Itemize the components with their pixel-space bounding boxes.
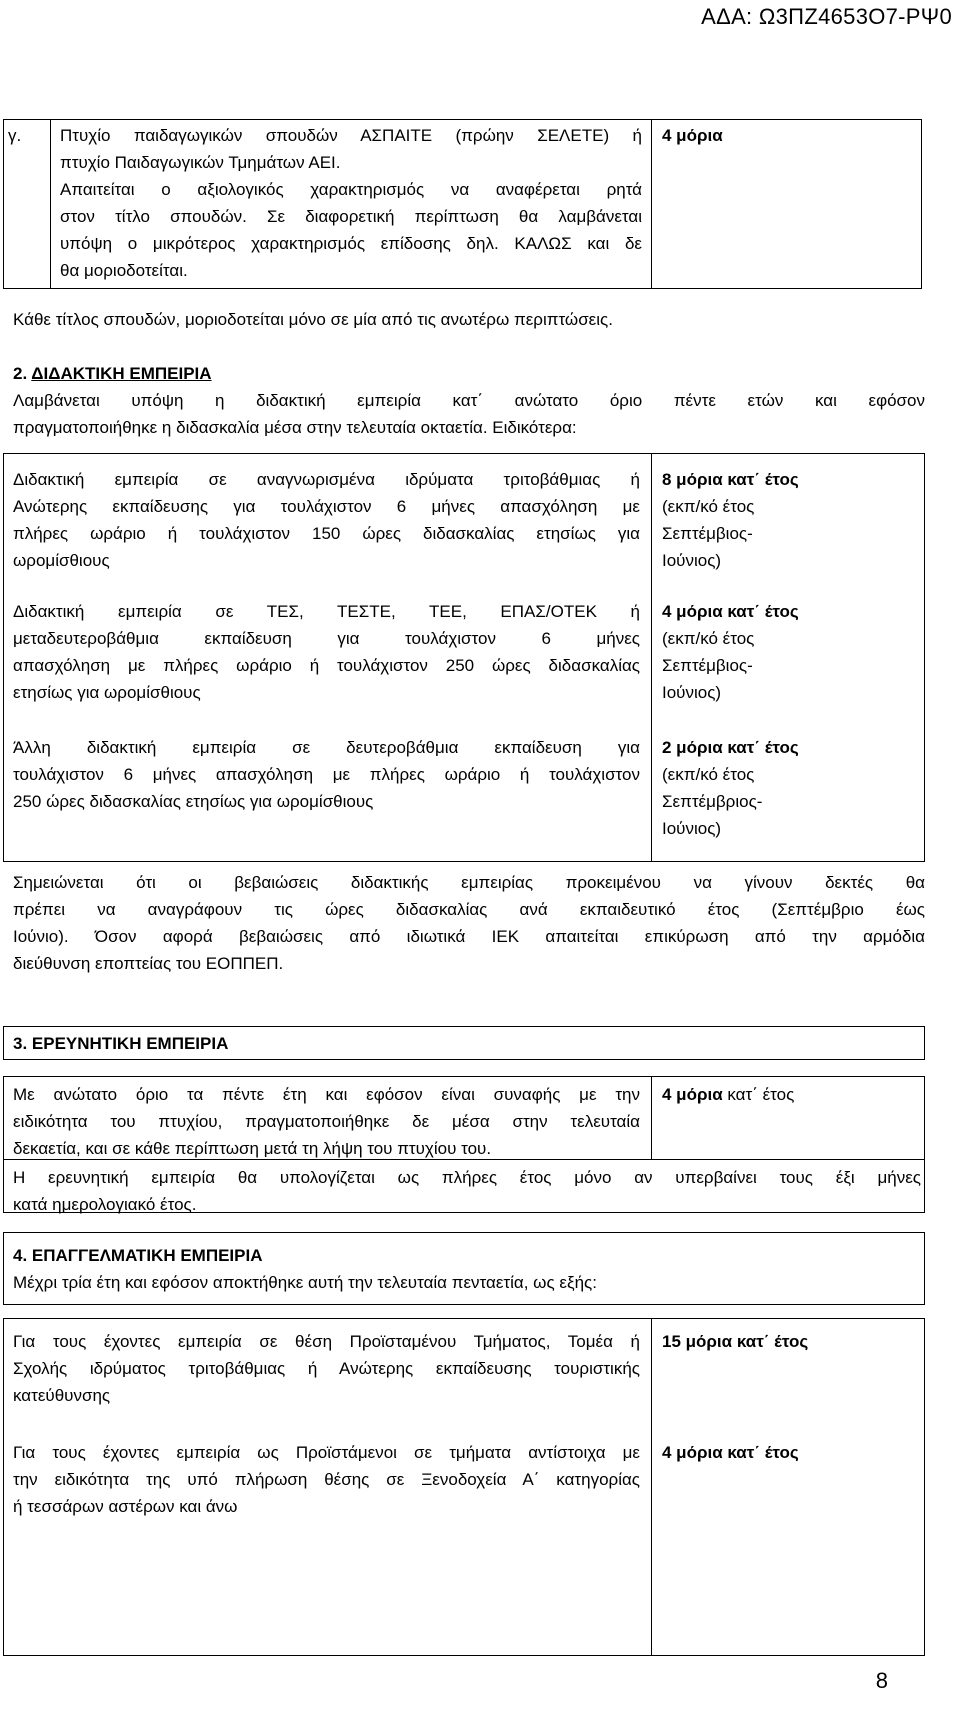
teaching-row-2-period-3: Ιούνιος) (662, 683, 722, 702)
teaching-row-1-period-2: Σεπτέμβιος- (662, 524, 753, 543)
gamma-line-2: πτυχίο Παιδαγωγικών Τμημάτων ΑΕΙ. (60, 153, 341, 172)
section2-intro-line-1: Λαμβάνεται υπόψη η διδακτική εμπειρία κατ΄ ανώτατο όριο πέντε ετών και εφόσον (13, 391, 925, 410)
professional-row-1-line-2: Σχολής ιδρύματος τριτοβάθμιας ή Ανώτερης εκπαίδευσης τουριστικής (13, 1359, 640, 1378)
teaching-row-1-line-2: Ανώτερης εκπαίδευσης για τουλάχιστον 6 μήνες απασχόληση με (13, 497, 640, 516)
research-line-3: δεκαετία, και σε κάθε περίπτωση μετά τη λήψη του πτυχίου του. (13, 1139, 492, 1158)
research-points-unit: κατ΄ έτος (722, 1085, 795, 1104)
teaching-row-3-line-2: τουλάχιστον 6 μήνες απασχόληση με πλήρες ωράριο ή τουλάχιστον (13, 765, 640, 784)
teaching-note-line-4: διεύθυνση εποπτείας του ΕΟΠΠΕΠ. (13, 954, 284, 973)
teaching-row-2-line-3: απασχόληση με πλήρες ωράριο ή τουλάχιστον 250 ώρες διδασκαλίας (13, 656, 640, 675)
teaching-row-3-line-1: Άλλη διδακτική εμπειρία σε δευτεροβάθμια εκπαίδευση για (13, 738, 640, 757)
research-points (662, 1080, 794, 1109)
professional-row-2-line-1: Για τους έχοντες εμπειρία ως Προϊστάμενοι σε τμήματα αντίστοιχα με (13, 1443, 640, 1462)
section2-intro-line-2: πραγματοποιήθηκε η διδασκαλία μέσα στην τελευταία οκταετία. Ειδικότερα: (13, 418, 577, 437)
teaching-row-1-line-3: πλήρες ωράριο ή τουλάχιστον 150 ώρες διδασκαλίας ετησίως για (13, 524, 640, 543)
teaching-row-1-period-3: Ιούνιος) (662, 551, 722, 570)
section2-title: ΔΙΔΑΚΤΙΚΗ ΕΜΠΕΙΡΙΑ (31, 364, 212, 383)
section3-title: 3. ΕΡΕΥΝΗΤΙΚΗ ΕΜΠΕΙΡΙΑ (13, 1034, 229, 1053)
professional-row-2-line-2: την ειδικότητα της υπό πλήρωση θέσης σε Ξενοδοχεία Α΄ κατηγορίας (13, 1470, 640, 1489)
teaching-row-1-points: 8 μόρια κατ΄ έτος (662, 470, 799, 489)
research-note-line-2: κατά ημερολογιακό έτος. (13, 1195, 197, 1214)
research-points-value: 4 μόρια (662, 1085, 723, 1104)
teaching-row-2-line-1: Διδακτική εμπειρία σε ΤΕΣ, ΤΕΣΤΕ, ΤΕΕ, ΕΠΑΣ/ΟΤΕΚ ή (13, 602, 640, 621)
teaching-row-3-points: 2 μόρια κατ΄ έτος (662, 738, 799, 757)
teaching-row-2-period-2: Σεπτέμβιος- (662, 656, 753, 675)
teaching-row-3-period-3: Ιούνιος) (662, 819, 722, 838)
page-number: 8 (875, 1668, 888, 1693)
ada-code: ΑΔΑ: Ω3ΠΖ4653Ο7-ΡΨ0 (701, 4, 952, 29)
gamma-line-6: θα μοριοδοτείται. (60, 261, 188, 280)
section2-number: 2. (13, 364, 32, 383)
section4-title: 4. ΕΠΑΓΓΕΛΜΑΤΙΚΗ ΕΜΠΕΙΡΙΑ (13, 1246, 263, 1265)
professional-row-1-line-1: Για τους έχοντες εμπειρία σε θέση Προϊσταμένου Τμήματος, Τομέα ή (13, 1332, 640, 1351)
gamma-line-3: Απαιτείται ο αξιολογικός χαρακτηρισμός να αναφέρεται ρητά (60, 180, 642, 199)
professional-row-1-points: 15 μόρια κατ΄ έτος (662, 1332, 809, 1351)
teaching-row-2-points: 4 μόρια κατ΄ έτος (662, 602, 799, 621)
teaching-row-3-line-3: 250 ώρες διδασκαλίας ετησίως για ωρομίσθιους (13, 792, 374, 811)
research-note-line-1: Η ερευνητική εμπειρία θα υπολογίζεται ως πλήρες έτος μόνο αν υπερβαίνει τους έξι μήνες (13, 1168, 921, 1187)
teaching-note-line-2: πρέπει να αναγράφουν τις ώρες διδασκαλίας ανά εκπαιδευτικό έτος (Σεπτέμβριο έως (13, 900, 925, 919)
professional-row-2-line-3: ή τεσσάρων αστέρων και άνω (13, 1497, 238, 1516)
teaching-row-1-period-1: (εκπ/κό έτος (662, 497, 755, 516)
professional-row-1-line-3: κατεύθυνσης (13, 1386, 111, 1405)
professional-row-2-points: 4 μόρια κατ΄ έτος (662, 1443, 799, 1462)
research-line-2: ειδικότητα του πτυχίου, πραγματοποιήθηκε δε μέσα στην τελευταία (13, 1112, 640, 1131)
section4-intro: Μέχρι τρία έτη και εφόσον αποκτήθηκε αυτή την τελευταία πενταετία, ως εξής: (13, 1273, 597, 1292)
research-line-1: Με ανώτατο όριο τα πέντε έτη και εφόσον είναι συναφής με την (13, 1085, 640, 1104)
section-gamma-label: γ. (8, 126, 22, 145)
gamma-line-1: Πτυχίο παιδαγωγικών σπουδών ΑΣΠΑΙΤΕ (πρώην ΣΕΛΕΤΕ) ή (60, 126, 642, 145)
teaching-row-1-line-1: Διδακτική εμπειρία σε αναγνωρισμένα ιδρύματα τριτοβάθμιας ή (13, 470, 640, 489)
teaching-row-3-period-2: Σεπτέμβριος- (662, 792, 763, 811)
teaching-note-line-3: Ιούνιο). Όσον αφορά βεβαιώσεις από ιδιωτικά ΙΕΚ απαιτείται επικύρωση από την αρμόδια (13, 927, 925, 946)
section2-heading (13, 359, 212, 388)
gamma-line-4: στον τίτλο σπουδών. Σε διαφορετική περίπτωση θα λαμβάνεται (60, 207, 642, 226)
note-titles: Κάθε τίτλος σπουδών, μοριοδοτείται μόνο σε μία από τις ανωτέρω περιπτώσεις. (13, 310, 613, 329)
teaching-row-2-line-2: μεταδευτεροβάθμια εκπαίδευση για τουλάχιστον 6 μήνες (13, 629, 640, 648)
teaching-row-2-line-4: ετησίως για ωρομίσθιους (13, 683, 201, 702)
teaching-note-line-1: Σημειώνεται ότι οι βεβαιώσεις διδακτικής εμπειρίας προκειμένου να γίνουν δεκτές θα (13, 873, 925, 892)
gamma-line-5: υπόψη ο μικρότερος χαρακτηρισμός επίδοσης δηλ. ΚΑΛΩΣ και δε (60, 234, 642, 253)
teaching-row-3-period-1: (εκπ/κό έτος (662, 765, 755, 784)
teaching-row-2-period-1: (εκπ/κό έτος (662, 629, 755, 648)
teaching-row-1-line-4: ωρομίσθιους (13, 551, 110, 570)
gamma-points: 4 μόρια (662, 126, 723, 145)
